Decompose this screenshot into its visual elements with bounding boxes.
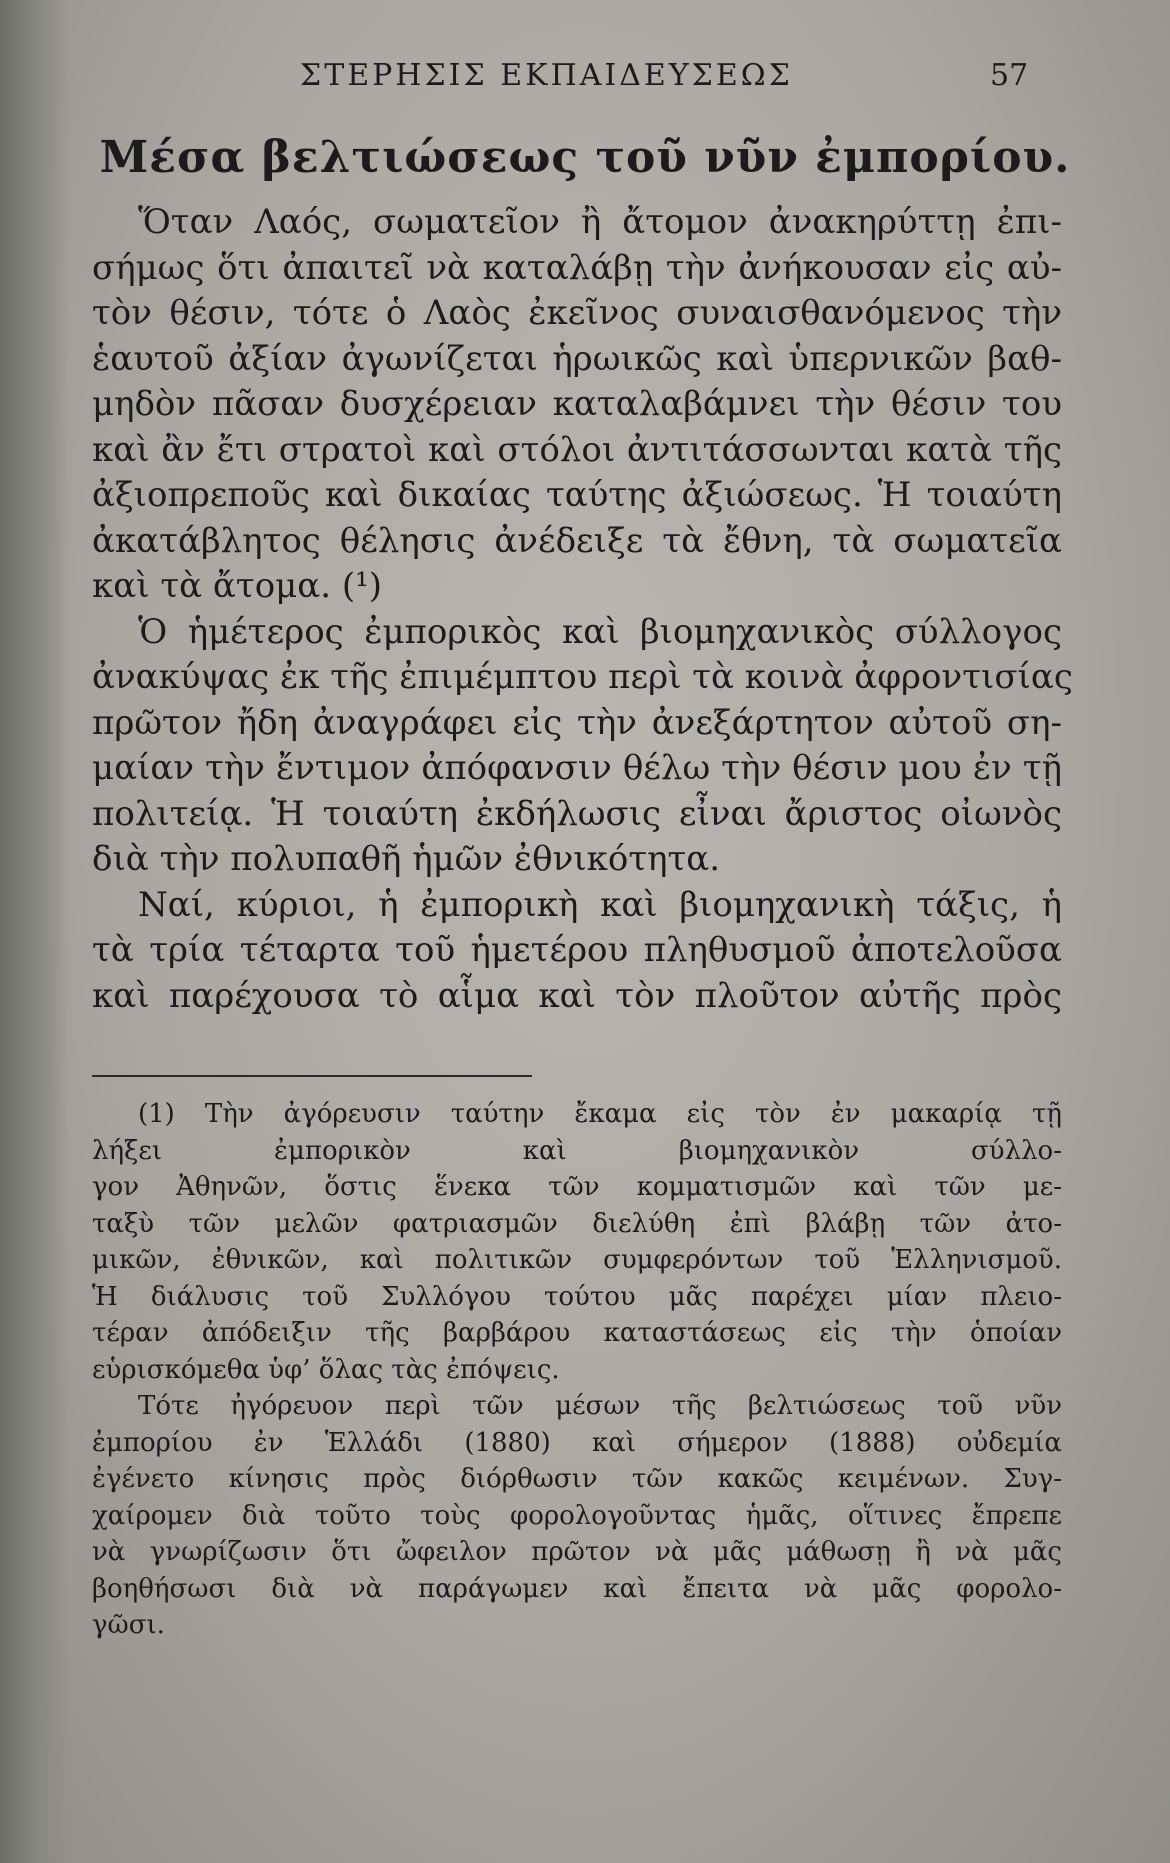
body-line: Ναί, κύριοι, ἡ ἐμπορικὴ καὶ βιομηχανικὴ τάξις, ἡ — [138, 884, 1062, 925]
footnote-line: βοηθήσωσι διὰ νὰ παράγωμεν καὶ ἔπειτα νὰ μᾶς φορολο- — [92, 1573, 1062, 1604]
footnote-line: τέραν ἀπόδειξιν τῆς βαρβάρου καταστάσεως εἰς τὴν ὁποίαν — [92, 1318, 1062, 1348]
footnote-line: εὑρισκόμεθα ὑφ’ ὅλας τὰς ἐπόψεις. — [92, 1354, 560, 1385]
body-line: Ὅταν Λαός, σωματεῖον ἢ ἄτομον ἀνακηρύττῃ ἐπι- — [138, 202, 1062, 242]
footnote-line: Ἡ διάλυσις τοῦ Συλλόγου τούτου μᾶς παρέχει μίαν πλειο- — [92, 1281, 1062, 1312]
footnote-line: Τότε ἠγόρευον περὶ τῶν μέσων τῆς βελτιώσεως τοῦ νῦν — [138, 1391, 1062, 1421]
footnote-line: γον Ἀθηνῶν, ὅστις ἕνεκα τῶν κομματισμῶν καὶ τῶν με- — [92, 1172, 1062, 1202]
body-line: τὰ τρία τέταρτα τοῦ ἡμετέρου πληθυσμοῦ ἀποτελοῦσα — [92, 930, 1062, 970]
footnote-line: ταξὺ τῶν μελῶν φατριασμῶν διελύθη ἐπὶ βλάβῃ τῶν ἀτο- — [92, 1208, 1062, 1239]
footnote-line: μικῶν, ἐθνικῶν, καὶ πολιτικῶν συμφερόντων τοῦ Ἑλληνισμοῦ. — [92, 1245, 1062, 1275]
section-title: Μέσα βελτιώσεως τοῦ νῦν ἐμπορίου. — [99, 132, 1071, 183]
footnote-line: ἐμπορίου ἐν Ἑλλάδι (1880) καὶ σήμερον (1888) οὐδεμία — [92, 1427, 1062, 1458]
footnote-line: γῶσι. — [92, 1610, 165, 1640]
body-line: ἀνακύψας ἐκ τῆς ἐπιμέμπτου περὶ τὰ κοινὰ ἀφροντισίας — [92, 657, 1073, 697]
body-line: μαίαν τὴν ἔντιμον ἀπόφανσιν θέλω τὴν θέσιν μου ἐν τῇ — [92, 748, 1062, 788]
body-line: διὰ τὴν πολυπαθῆ ἡμῶν ἐθνικότητα. — [92, 839, 721, 879]
body-line: καὶ ἂν ἔτι στρατοὶ καὶ στόλοι ἀντιτάσσωνται κατὰ τῆς — [92, 429, 1062, 470]
body-line: Ὁ ἡμέτερος ἐμπορικὸς καὶ βιομηχανικὸς σύλλογος — [138, 611, 1062, 652]
footnote-line: χαίρομεν διὰ τοῦτο τοὺς φορολογοῦντας ἡμᾶς, οἵτινες ἔπρεπε — [92, 1500, 1062, 1531]
body-line: σήμως ὅτι ἀπαιτεῖ νὰ καταλάβῃ τὴν ἀνήκουσαν εἰς αὐ- — [92, 247, 1062, 288]
page-number: 57 — [990, 58, 1029, 93]
body-line: ἑαυτοῦ ἀξίαν ἀγωνίζεται ἡρωικῶς καὶ ὑπερνικῶν βαθ- — [92, 338, 1062, 379]
footnote-line: νὰ γνωρίζωσιν ὅτι ὤφειλον πρῶτον νὰ μᾶς μάθωσῃ ἢ νὰ μᾶς — [92, 1537, 1062, 1567]
footnote-line: λήξει ἐμπορικὸν καὶ βιομηχανικὸν σύλλο- — [92, 1135, 1062, 1166]
body-line: πολιτείᾳ. Ἡ τοιαύτη ἐκδήλωσις εἶναι ἄριστος οἰωνὸς — [92, 793, 1062, 834]
body-line: ἀξιοπρεποῦς καὶ δικαίας ταύτης ἀξιώσεως. Ἡ τοιαύτη — [92, 475, 1062, 515]
page-header — [0, 58, 1170, 98]
footnote-line: (1) Τὴν ἀγόρευσιν ταύτην ἔκαμα εἰς τὸν ἐν μακαρίᾳ τῇ — [138, 1099, 1062, 1129]
body-line: ἀκατάβλητος θέλησις ἀνέδειξε τὰ ἔθνη, τὰ σωματεῖα — [92, 520, 1062, 561]
footnote — [92, 1096, 1062, 1644]
body-line: μηδὸν πᾶσαν δυσχέρειαν καταλαβάμνει τὴν θέσιν του — [92, 384, 1062, 424]
body-line: τὸν θέσιν, τότε ὁ Λαὸς ἐκεῖνος συναισθανόμενος τὴν — [92, 293, 1062, 333]
footnote-line: ἐγένετο κίνησις πρὸς διόρθωσιν τῶν κακῶς κειμένων. Συγ- — [92, 1464, 1062, 1494]
body-line: καὶ τὰ ἄτομα. (¹) — [92, 566, 382, 606]
body-line: πρῶτον ἤδη ἀναγράφει εἰς τὴν ἀνεξάρτητον αὐτοῦ ση- — [92, 702, 1062, 743]
page-gutter-shadow — [0, 0, 70, 1863]
running-title: ΣΤΕΡΗΣΙΣ ΕΚΠΑΙΔΕΥΣΕΩΣ — [300, 58, 793, 93]
body-line: καὶ παρέχουσα τὸ αἷμα καὶ τὸν πλοῦτον αὐτῆς πρὸς — [92, 975, 1062, 1016]
footnote-rule — [92, 1075, 532, 1077]
body-text — [92, 200, 1073, 1019]
